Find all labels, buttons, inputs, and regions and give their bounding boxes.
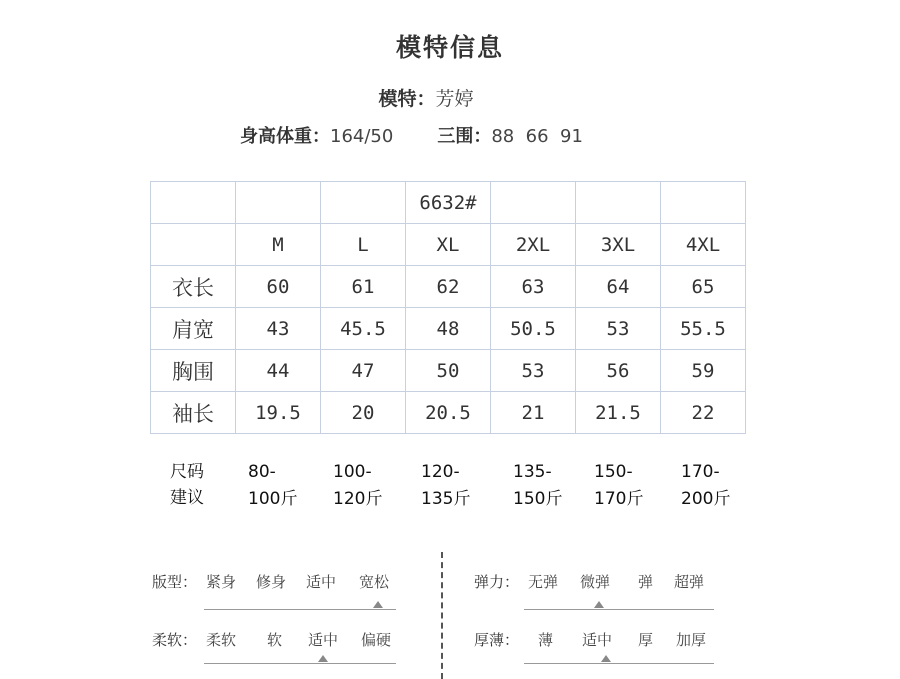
weight-range-to: 120斤: [333, 489, 383, 509]
page-title: 模特信息: [395, 33, 504, 62]
elasticity-scale: [474, 571, 519, 592]
scale-option: 紧身: [206, 573, 237, 591]
scale-option: 超弹: [674, 573, 705, 591]
softness-selected-marker: [318, 655, 328, 662]
style-number: 6632#: [406, 182, 491, 224]
table-cell: 43: [236, 308, 321, 350]
scale-option: 软: [267, 631, 283, 649]
weight-range: [681, 459, 730, 513]
table-cell: 65: [661, 266, 746, 308]
weight-range-from: 150-: [594, 462, 633, 482]
softness-scale: [152, 629, 197, 650]
table-row: [151, 392, 746, 434]
thickness-label: 厚薄：: [474, 631, 520, 649]
table-cell: [321, 182, 406, 224]
table-cell: 56: [576, 350, 661, 392]
elasticity-label: 弹力：: [474, 573, 520, 591]
height-weight-value: 164/50: [330, 126, 394, 147]
weight-range: [513, 459, 562, 513]
table-cell: 21.5: [576, 392, 661, 434]
weight-range: [421, 459, 470, 513]
weight-range: [594, 459, 643, 513]
softness-scale-line: [204, 663, 396, 664]
weight-range-to: 170斤: [594, 489, 644, 509]
table-cell: 59: [661, 350, 746, 392]
size-header: 2XL: [491, 224, 576, 266]
table-cell: 21: [491, 392, 576, 434]
weight-range-from: 170-: [681, 462, 720, 482]
scale-option: 厚: [638, 631, 654, 649]
table-cell: 47: [321, 350, 406, 392]
table-row: [151, 266, 746, 308]
table-row: [151, 308, 746, 350]
scale-option: 适中: [582, 631, 613, 649]
row-label: 胸围: [151, 350, 236, 392]
table-cell: 53: [491, 350, 576, 392]
fit-selected-marker: [373, 601, 383, 608]
scale-option: 弹: [638, 573, 654, 591]
table-cell: [661, 182, 746, 224]
scale-option: 适中: [306, 573, 337, 591]
size-header: 4XL: [661, 224, 746, 266]
table-cell: 60: [236, 266, 321, 308]
weight-advice-label: [170, 459, 204, 511]
weight-range-from: 135-: [513, 462, 552, 482]
table-cell: 19.5: [236, 392, 321, 434]
model-info: [0, 84, 852, 111]
table-cell: 55.5: [661, 308, 746, 350]
row-label: 袖长: [151, 392, 236, 434]
size-header: M: [236, 224, 321, 266]
scale-option: 薄: [538, 631, 554, 649]
table-cell: 53: [576, 308, 661, 350]
table-cell: 63: [491, 266, 576, 308]
section-divider: [441, 552, 443, 679]
table-row-sizes: [151, 224, 746, 266]
table-row: [151, 350, 746, 392]
size-header: 3XL: [576, 224, 661, 266]
model-stats: [240, 122, 583, 148]
table-cell: 64: [576, 266, 661, 308]
table-cell: [151, 224, 236, 266]
weight-advice-label-line1: 尺码: [170, 462, 204, 482]
table-cell: [576, 182, 661, 224]
fit-scale: [152, 571, 197, 592]
scale-option: 加厚: [676, 631, 707, 649]
scale-option: 微弹: [580, 573, 611, 591]
scale-option: 柔软: [206, 631, 237, 649]
weight-range-to: 200斤: [681, 489, 731, 509]
scale-option: 偏硬: [361, 631, 392, 649]
weight-range-from: 80-: [248, 462, 276, 482]
scale-option: 修身: [256, 573, 287, 591]
row-label: 肩宽: [151, 308, 236, 350]
table-cell: 44: [236, 350, 321, 392]
scale-option: 适中: [308, 631, 339, 649]
elasticity-scale-line: [524, 609, 714, 610]
scale-option: 宽松: [359, 573, 390, 591]
row-label: 衣长: [151, 266, 236, 308]
table-cell: 50: [406, 350, 491, 392]
measurements-value: 88 66 91: [491, 126, 583, 147]
table-cell: 20.5: [406, 392, 491, 434]
table-cell: 45.5: [321, 308, 406, 350]
weight-range-to: 150斤: [513, 489, 563, 509]
measurements-label: 三围：: [437, 126, 492, 147]
table-cell: 61: [321, 266, 406, 308]
weight-advice-label-line2: 建议: [170, 488, 204, 508]
weight-range-from: 120-: [421, 462, 460, 482]
weight-range-to: 100斤: [248, 489, 298, 509]
model-name: 芳婷: [435, 88, 474, 110]
thickness-selected-marker: [601, 655, 611, 662]
weight-range-to: 135斤: [421, 489, 471, 509]
scale-option: 无弹: [528, 573, 559, 591]
model-label: 模特：: [378, 88, 436, 110]
fit-label: 版型：: [152, 573, 198, 591]
table-cell: [151, 182, 236, 224]
table-cell: 50.5: [491, 308, 576, 350]
table-cell: 48: [406, 308, 491, 350]
table-row-style: [151, 182, 746, 224]
weight-range: [333, 459, 382, 513]
weight-range: [248, 459, 297, 513]
height-weight-label: 身高体重：: [240, 126, 330, 147]
size-chart-table: [150, 181, 746, 434]
size-header: XL: [406, 224, 491, 266]
elasticity-selected-marker: [594, 601, 604, 608]
table-cell: 22: [661, 392, 746, 434]
table-cell: 62: [406, 266, 491, 308]
softness-label: 柔软：: [152, 631, 198, 649]
size-header: L: [321, 224, 406, 266]
weight-range-from: 100-: [333, 462, 372, 482]
thickness-scale: [474, 629, 519, 650]
table-cell: 20: [321, 392, 406, 434]
fit-scale-line: [204, 609, 396, 610]
thickness-scale-line: [524, 663, 714, 664]
table-cell: [491, 182, 576, 224]
table-cell: [236, 182, 321, 224]
